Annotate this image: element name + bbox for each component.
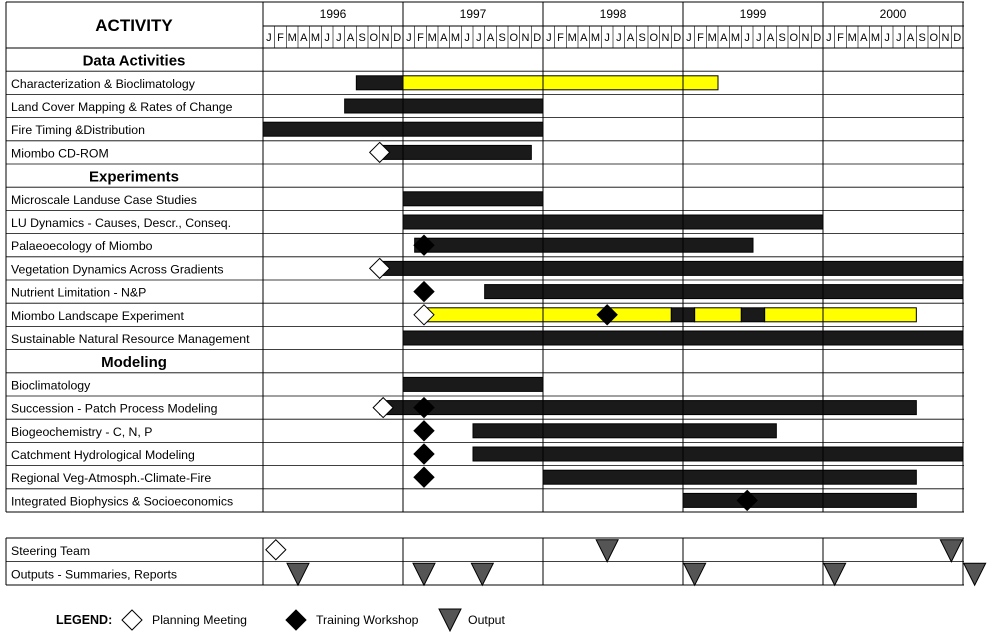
month-label: M [847, 32, 857, 44]
month-label: A [626, 32, 635, 44]
activity-label: LU Dynamics - Causes, Descr., Conseq. [11, 216, 232, 230]
activity-label: Regional Veg-Atmosph.-Climate-Fire [11, 471, 212, 486]
month-label: M [590, 32, 601, 44]
legend-title: LEGEND: [56, 613, 113, 627]
month-label: F [697, 32, 704, 44]
activity-bar [683, 493, 916, 507]
legend-training-workshop-icon [286, 610, 306, 630]
month-label: J [884, 32, 890, 44]
month-label: M [287, 32, 297, 44]
month-label: J [476, 32, 482, 44]
training-workshop-marker [414, 444, 434, 464]
legend-item-label: Training Workshop [316, 613, 419, 627]
month-label: F [557, 32, 564, 44]
month-label: M [427, 32, 437, 44]
month-label: D [533, 32, 542, 44]
month-label: J [406, 32, 412, 44]
month-label: S [638, 32, 646, 44]
month-label: A [346, 32, 355, 44]
activity-label: Characterization & Bioclimatology [11, 76, 195, 91]
year-label: 1998 [599, 7, 627, 21]
activity-bar [380, 145, 532, 159]
training-workshop-marker [414, 421, 434, 441]
activity-bar [415, 238, 753, 252]
month-label: M [567, 32, 577, 44]
legend-item-label: Planning Meeting [152, 613, 248, 627]
activity-bar [380, 261, 963, 275]
activity-bar [473, 424, 776, 438]
month-label: J [686, 32, 692, 44]
month-label: A [860, 32, 868, 44]
month-label: M [450, 32, 461, 44]
activity-label: Bioclimatology [11, 378, 91, 393]
activity-bar [356, 76, 403, 90]
output-marker [596, 540, 618, 562]
activity-bar [403, 377, 543, 391]
activity-label: Vegetation Dynamics Across Gradients [11, 262, 224, 277]
highlight-bar [695, 308, 742, 322]
highlight-bar [426, 308, 671, 322]
activity-bar [403, 215, 823, 229]
month-label: F [277, 32, 284, 44]
month-label: D [393, 32, 402, 44]
month-label: J [324, 32, 330, 44]
activity-label: Steering Team [11, 543, 91, 558]
month-label: A [720, 32, 728, 44]
output-marker [940, 540, 962, 562]
month-label: A [486, 32, 495, 44]
month-label: O [929, 32, 939, 44]
month-label: J [464, 32, 470, 44]
month-label: D [813, 32, 822, 44]
output-marker [964, 563, 986, 585]
planning-meeting-marker [266, 540, 286, 560]
legend-planning-meeting-icon [122, 610, 142, 630]
activity-bar [380, 401, 917, 415]
activity-bar [345, 99, 543, 113]
month-label: N [941, 32, 950, 44]
month-label: M [730, 32, 741, 44]
month-label: J [266, 32, 272, 44]
month-label: S [778, 32, 786, 44]
month-label: F [837, 32, 844, 44]
activity-bar [543, 470, 916, 484]
training-workshop-marker [414, 467, 434, 487]
activity-label: Nutrient Limitation - N&P [11, 285, 147, 300]
section-heading: Experiments [88, 168, 180, 186]
month-label: S [498, 32, 506, 44]
activity-label: Integrated Biophysics & Socioeconomics [11, 494, 234, 509]
month-label: D [673, 32, 682, 44]
month-label: A [300, 32, 308, 44]
output-marker [287, 563, 309, 585]
activity-label: Palaeoecology of Miombo [11, 239, 153, 254]
highlight-bar [765, 308, 917, 322]
activity-label: Biogeochemistry - C, N, P [11, 424, 153, 439]
output-marker [413, 563, 435, 585]
legend-output-icon [439, 609, 461, 631]
highlight-bar [403, 76, 718, 90]
month-label: O [509, 32, 519, 44]
month-label: A [766, 32, 775, 44]
activity-bar [403, 192, 543, 206]
month-label: A [906, 32, 915, 44]
month-label: M [707, 32, 717, 44]
month-label: J [826, 32, 832, 44]
month-label: J [616, 32, 622, 44]
activity-bar [741, 308, 764, 322]
month-label: O [649, 32, 659, 44]
training-workshop-marker [414, 282, 434, 302]
output-marker [471, 563, 493, 585]
year-label: 2000 [879, 7, 907, 21]
activity-label: Microscale Landuse Case Studies [11, 192, 197, 207]
section-heading: Data Activities [82, 52, 186, 70]
month-label: D [953, 32, 962, 44]
activity-label: Miombo CD-ROM [11, 146, 109, 161]
month-label: J [896, 32, 902, 44]
activity-label: Succession - Patch Process Modeling [11, 401, 218, 416]
month-label: N [521, 32, 530, 44]
month-label: M [870, 32, 881, 44]
activity-bar [485, 285, 963, 299]
year-label: 1997 [459, 7, 487, 21]
year-label: 1999 [739, 7, 767, 21]
month-label: J [744, 32, 750, 44]
month-label: N [801, 32, 810, 44]
month-label: J [336, 32, 342, 44]
activity-bar [473, 447, 963, 461]
activity-label: Sustainable Natural Resource Management [11, 332, 250, 346]
month-label: S [358, 32, 366, 44]
month-label: J [604, 32, 610, 44]
activity-label: Fire Timing &Distribution [11, 123, 145, 138]
month-label: O [789, 32, 799, 44]
activity-label: Outputs - Summaries, Reports [11, 567, 178, 582]
month-label: M [310, 32, 321, 44]
month-label: J [546, 32, 552, 44]
month-label: J [756, 32, 762, 44]
month-label: A [440, 32, 448, 44]
month-label: O [369, 32, 379, 44]
activity-label: Miombo Landscape Experiment [11, 308, 184, 323]
year-label: 1996 [319, 7, 347, 21]
month-label: F [417, 32, 424, 44]
activity-label: Catchment Hydrological Modeling [11, 448, 195, 462]
month-label: A [580, 32, 588, 44]
activity-header: ACTIVITY [95, 16, 173, 35]
legend-item-label: Output [468, 613, 505, 627]
month-label: N [381, 32, 390, 44]
section-heading: Modeling [101, 354, 167, 372]
month-label: S [918, 32, 926, 44]
output-marker [684, 563, 706, 585]
output-marker [824, 563, 846, 585]
month-label: N [661, 32, 670, 44]
activity-label: Land Cover Mapping & Rates of Change [11, 100, 233, 114]
